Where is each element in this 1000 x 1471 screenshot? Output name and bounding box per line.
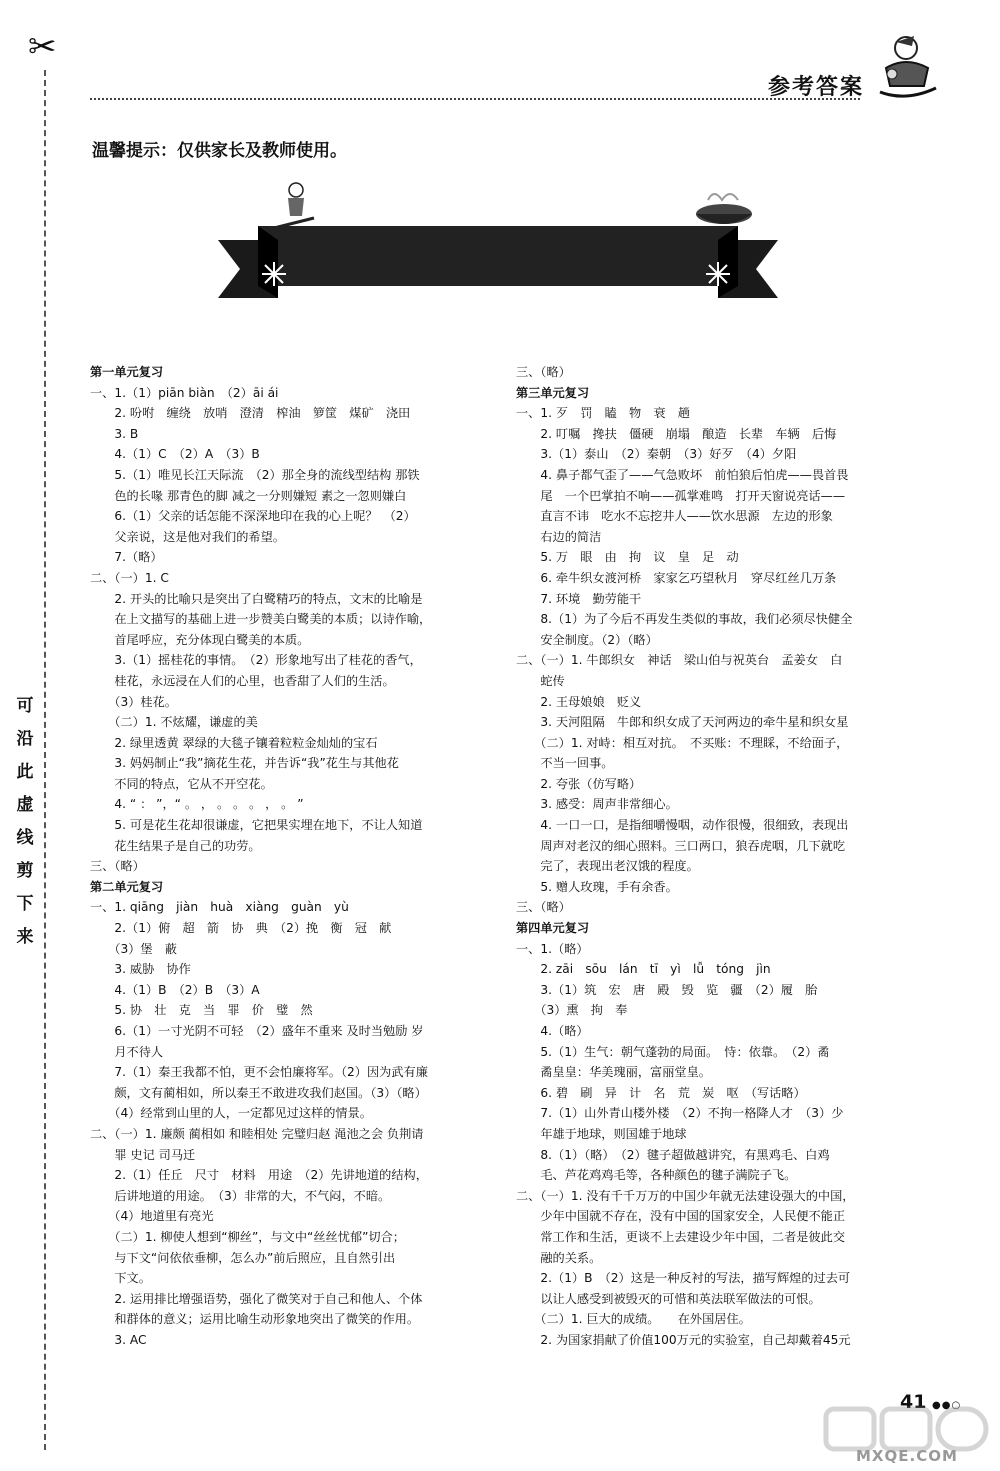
answer-line: 毛、芦花鸡鸡毛等，各种颜色的毽子满院子飞。 (516, 1168, 797, 1183)
answer-line: 2. 夸张（仿写略） (516, 776, 642, 791)
header-divider (90, 98, 860, 100)
answer-line: 7. 环境 勤劳能干 (516, 591, 642, 606)
answer-line: （二）1. 巨大的成绩。 在外国居住。 (516, 1312, 751, 1327)
skier-icon (274, 183, 314, 228)
cut-hint-char: 虚 (16, 795, 34, 815)
answer-line: 3. 妈妈制止“我”摘花生花，并告诉“我”花生与其他花 (90, 756, 399, 771)
answer-line: 4.（略） (516, 1024, 589, 1038)
answer-line: 二、（一）1. C (90, 570, 169, 585)
answer-line: 2.（1）任丘 尺寸 材料 用途 （2）先讲地道的结构， (90, 1168, 428, 1183)
answer-line: 4.（1）B （2）B （3）A (90, 982, 260, 997)
answer-line: 矞皇皇：华美瑰丽，富丽堂皇。 (516, 1065, 711, 1080)
tip-text: 温馨提示：仅供家长及教师使用。 (92, 141, 347, 161)
answer-line: 3. 感受：周声非常细心。 (516, 797, 678, 812)
answer-line: 安全制度。（2）（略） (516, 632, 658, 647)
santa-sleigh-icon (862, 28, 942, 108)
cut-line (44, 70, 46, 1450)
answer-line: 3.（1）摇桂花的事情。 （2）形象地写出了桂花的香气， (90, 653, 422, 668)
cut-hint-char: 此 (16, 762, 34, 782)
answer-line: 完了，表现出老汉饿的程度。 (516, 859, 699, 874)
answer-line: 在上文描写的基础上进一步赞美白鹭美的本质；以诗作喻， (90, 612, 432, 627)
answer-line: 7.（略） (90, 550, 163, 565)
answers-right-column (516, 362, 916, 1351)
answer-line: 一、1. qiāng jiàn huà xiàng guàn yù (90, 900, 349, 915)
answer-line: 颇，文有蔺相如，所以秦王不敢进攻我们赵国。（3）（略） (90, 1085, 427, 1100)
answer-line: （4）经常到山里的人，一定都见过这样的情景。 (90, 1106, 372, 1121)
answer-line: 罪 史记 司马迁 (90, 1147, 196, 1162)
answer-line: 5. 可是花生花却很谦虚，它把果实埋在地下，不让人知道 (90, 818, 423, 833)
answer-line: 常工作和生活，更谈不上去建设少年中国，二者是彼此交 (516, 1229, 846, 1244)
answer-line: 2. 绿里透黄 翠绿的大毯子镶着粒粒金灿灿的宝石 (90, 735, 378, 750)
cut-hint-char: 剪 (16, 861, 34, 881)
cut-hint-char: 可 (16, 696, 34, 716)
answer-line: 父亲说，这是他对我们的希望。 (90, 529, 285, 544)
answer-line: 首尾呼应，充分体现白鹭美的本质。 (90, 632, 310, 647)
answer-line: 以让人感受到被毁灭的可惜和英法联军做法的可恨。 (516, 1291, 821, 1306)
answer-line: 周声对老汉的细心照料。三口两口，狼吞虎咽，几下就吃 (516, 838, 846, 853)
answer-line: 一、1.（1）piān biàn （2）āi ái (90, 385, 279, 400)
answer-line: 色的长喙 那青色的脚 减之一分则嫌短 素之一忽则嫌白 (90, 488, 407, 503)
answer-line: 与下文“问依依垂柳，怎么办”前后照应，且自然引出 (90, 1250, 396, 1265)
cut-hint-char: 沿 (16, 729, 34, 749)
answer-line: 蛇传 (516, 673, 565, 688)
answers-left-column (90, 362, 490, 1351)
answer-line: 2. 为国家捐献了价值100万元的实验室，自己却戴着45元 (516, 1332, 851, 1347)
watermark-text: MXQE.COM (856, 1447, 958, 1465)
cut-hint-char: 线 (16, 828, 34, 848)
answer-line: 4. 一口一口，是指细嚼慢咽，动作很慢，很细致，表现出 (516, 818, 849, 833)
answer-line: 4.（1）C （2）A （3）B (90, 447, 260, 462)
answer-line: 2. 叮嘱 搀扶 僵硬 崩塌 酿造 长辈 车辆 后悔 (516, 426, 837, 441)
answer-line: 2. zāi sōu lán tī yì lǚ tóng jìn (516, 962, 771, 977)
answer-line: 6. 牵牛织女渡河桥 家家乞巧望秋月 穿尽红丝几万条 (516, 570, 837, 585)
answer-line: 三、（略） (90, 859, 145, 874)
answer-line: 6. 碧 刷 异 计 名 荒 炭 呕 （写话略） (516, 1085, 806, 1100)
section-heading: 第二单元复习 (90, 879, 164, 894)
answer-line: 6.（1）一寸光阴不可轻 （2）盛年不重来 及时当勉励 岁 (90, 1024, 424, 1038)
answer-line: （3）熏 拘 奉 (516, 1003, 628, 1018)
answer-line: （二）1. 不炫耀，谦虚的美 (90, 715, 258, 730)
answer-line: 下文。 (90, 1271, 151, 1286)
answer-line: 融的关系。 (516, 1250, 602, 1265)
answer-line: 不同的特点，它从不开空花。 (90, 776, 273, 791)
answer-line: （4）地道里有亮光 (90, 1209, 214, 1224)
decorative-banner (218, 170, 778, 310)
scissors-icon: ✂ (28, 27, 57, 67)
bowl-icon (696, 194, 752, 224)
answer-line: 5.（1）唯见长江天际流 （2）那全身的流线型结构 那铁 (90, 467, 420, 482)
cut-hint (14, 690, 36, 954)
answer-line: 5. 协 壮 克 当 罪 价 璧 然 (90, 1003, 313, 1018)
answer-line: 尾 一个巴掌拍不响——孤掌难鸣 打开天窗说亮话—— (516, 488, 846, 503)
answer-line: 直言不讳 吃水不忘挖井人——饮水思源 左边的形象 (516, 509, 833, 524)
answer-line: 2.（1）俯 超 箭 协 典 （2）挽 衡 冠 献 (90, 921, 392, 936)
answer-line: 后讲地道的用途。 （3）非常的大，不气闷，不暗。 (90, 1188, 391, 1203)
answer-line: 7.（1）山外青山楼外楼 （2）不拘一格降人才 （3）少 (516, 1106, 844, 1121)
answer-line: （3）堡 蔽 (90, 941, 177, 956)
answer-line: （3）桂花。 (90, 694, 177, 709)
answer-line: 二、（一）1. 没有千千万万的中国少年就无法建设强大的中国， (516, 1188, 855, 1203)
answer-line: 2.（1）B （2）这是一种反衬的写法，描写辉煌的过去可 (516, 1271, 851, 1286)
answer-line: 2. 开头的比喻只是突出了白鹭精巧的特点，文末的比喻是 (90, 591, 423, 606)
answer-line: 8.（1）为了今后不再发生类似的事故，我们必须尽快健全 (516, 612, 853, 627)
answer-line: 5. 万 眼 由 拘 议 皇 足 动 (516, 550, 739, 565)
cut-hint-char: 来 (16, 927, 34, 947)
answer-line: 3. 天河阻隔 牛郎和织女成了天河两边的牵牛星和织女星 (516, 715, 849, 730)
answer-line: 花生结果子是自己的功劳。 (90, 838, 261, 853)
answer-line: 2. 吩咐 缠绕 放哨 澄清 榨油 箩筐 煤矿 浇田 (90, 406, 411, 421)
section-heading: 第一单元复习 (90, 365, 164, 379)
answer-line: 3.（1）泰山 （2）秦朝 （3）好歹 （4）夕阳 (516, 447, 797, 462)
answer-line: 月不待人 (90, 1044, 164, 1059)
answer-line: 一、1.（略） (516, 941, 589, 956)
answer-line: 3.（1）筑 宏 唐 殿 毁 览 疆 （2）履 胎 (516, 982, 818, 997)
answer-line: 5.（1）生气：朝气蓬勃的局面。 恃：依靠。 （2）矞 (516, 1044, 830, 1059)
answer-line: 2. 王母娘娘 贬义 (516, 694, 642, 709)
section-heading: 第四单元复习 (516, 921, 590, 936)
answer-line: 二、（一）1. 牛郎织女 神话 梁山伯与祝英台 孟姜女 白 (516, 653, 843, 668)
answer-line: 4. “ ： ”，“ 。 ， 。 。 。 ， 。 ” (90, 797, 304, 812)
answer-line: 年雄于地球，则国雄于地球 (516, 1126, 687, 1141)
header-title: 参考答案 (768, 75, 865, 100)
cut-hint-char: 下 (16, 894, 34, 914)
answer-line: 三、（略） (516, 900, 571, 915)
answer-line: 3. AC (90, 1332, 147, 1347)
answer-line: 少年中国就不存在，没有中国的国家安全，人民便不能正 (516, 1209, 846, 1224)
answer-line: 不当一回事。 (516, 756, 614, 771)
snowflake-icon (262, 262, 286, 286)
answer-line: 2. 运用排比增强语势，强化了微笑对于自己和他人、个体 (90, 1291, 423, 1306)
page-number: 41 (900, 1391, 927, 1413)
answer-line: 5. 赠人玫瑰，手有余香。 (516, 879, 678, 894)
answer-line: 3. B (90, 426, 139, 441)
answer-line: 8.（1）（略） （2）毽子超做越讲究，有黑鸡毛、白鸡 (516, 1147, 830, 1162)
answer-line: 三、（略） (516, 365, 571, 379)
answer-line: （二）1. 对峙：相互对抗。 不买账：不理睬，不给面子， (516, 735, 849, 750)
answer-line: 桂花，永远浸在人们的心里，也香甜了人们的生活。 (90, 673, 395, 688)
answer-line: 6.（1）父亲的话怎能不深深地印在我的心上呢？ （2） (90, 509, 416, 524)
answer-line: 二、（一）1. 廉颇 蔺相如 和睦相处 完璧归赵 渑池之会 负荆请 (90, 1126, 424, 1141)
answer-line: 一、1. 歹 罚 瞌 物 衰 趟 (516, 406, 690, 421)
answer-line: 右边的简洁 (516, 529, 602, 544)
answer-line: （二）1. 柳使人想到“柳丝”，与文中“丝丝忧郁”切合； (90, 1229, 405, 1244)
answer-line: 7.（1）秦王我都不怕，更不会怕廉将军。（2）因为武有廉 (90, 1065, 428, 1080)
snowflake-icon (706, 262, 730, 286)
answer-line: 和群体的意义；运用比喻生动形象地突出了微笑的作用。 (90, 1312, 420, 1327)
answer-line: 3. 威胁 协作 (90, 962, 191, 977)
section-heading: 第三单元复习 (516, 385, 590, 400)
page-dots: ●●○ (932, 1400, 962, 1411)
answer-line: 4. 鼻子都气歪了——气急败坏 前怕狼后怕虎——畏首畏 (516, 467, 849, 482)
